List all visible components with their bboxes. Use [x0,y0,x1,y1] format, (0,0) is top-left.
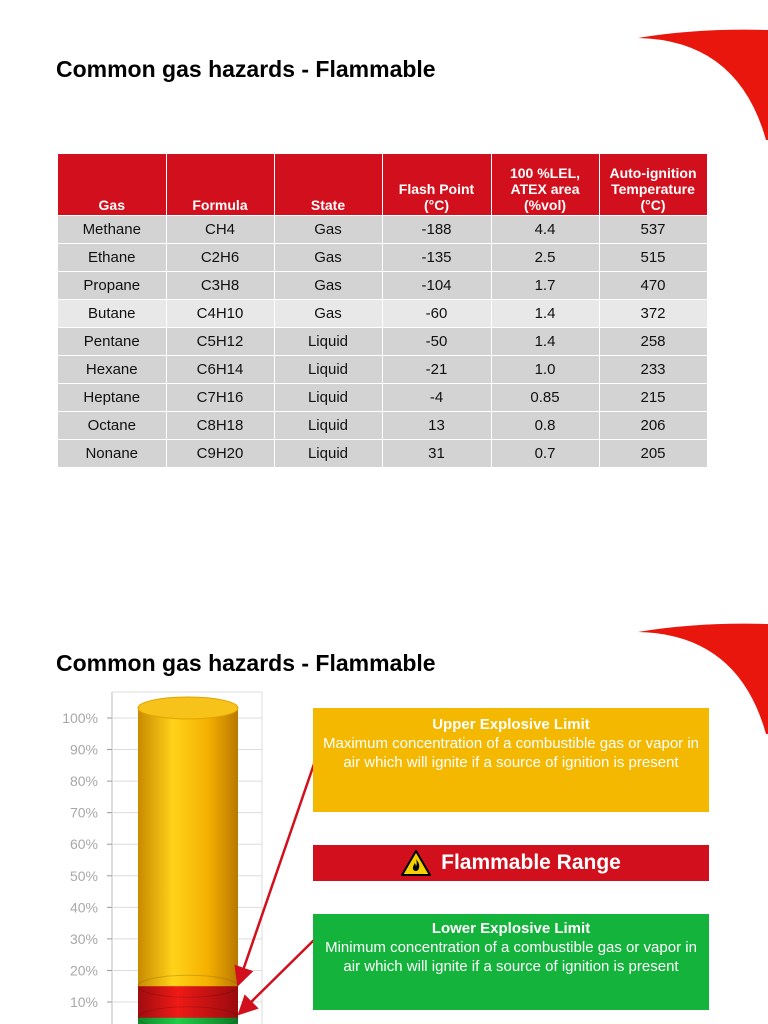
y-tick-label: 60% [69,836,98,853]
swoosh-decoration [618,30,768,140]
header-line: 100 %LEL, [509,165,581,181]
y-tick-label: 50% [69,867,98,884]
table-cell: Heptane [58,384,166,412]
table-body [58,216,707,468]
flammable-range-box [313,845,709,881]
table-cell: 0.7 [491,440,599,468]
table-row [58,300,707,328]
table-cell: Methane [58,216,166,244]
cylinder-segment-upper-explosive-limit [138,708,238,997]
table-cell: -60 [382,300,491,328]
table-cell: CH4 [166,216,274,244]
table-row [58,356,707,384]
table-cell: C8H18 [166,412,274,440]
table-cell: Hexane [58,356,166,384]
table-header-cell [274,154,382,216]
header-line: Auto-ignition [609,165,697,181]
y-tick-label: 90% [69,741,98,758]
table-cell: 233 [599,356,707,384]
table-row [58,216,707,244]
y-tick-label: 30% [69,930,98,947]
table-cell: Nonane [58,440,166,468]
page-title: Common gas hazards - Flammable [56,56,436,82]
cylinder-segment-lower-explosive-limit [138,1018,238,1024]
table-header-cell [491,154,599,216]
table-row [58,244,707,272]
y-tick-label: 80% [69,773,98,790]
table-header-cell [166,154,274,216]
table-cell: -104 [382,272,491,300]
header-line: ATEX area [510,181,580,197]
table-cell: 31 [382,440,491,468]
cylinder-top-cap [138,697,238,719]
upper-explosive-limit-box [313,708,709,812]
flame-warning-icon [401,850,431,876]
table-cell: -50 [382,328,491,356]
table-cell: C5H12 [166,328,274,356]
table-cell: 205 [599,440,707,468]
table-row [58,384,707,412]
table-cell: 372 [599,300,707,328]
table-cell: Gas [274,244,382,272]
y-tick-label: 70% [69,804,98,821]
table-cell: -188 [382,216,491,244]
table-cell: Gas [274,272,382,300]
table-cell: Liquid [274,356,382,384]
table-cell: -21 [382,356,491,384]
table-cell: Gas [274,216,382,244]
table-cell: Liquid [274,384,382,412]
y-tick-label: 100% [62,710,98,726]
table-row [58,412,707,440]
table-cell: 1.4 [491,328,599,356]
table-cell: Pentane [58,328,166,356]
page-title: Common gas hazards - Flammable [56,650,436,676]
table-cell: C3H8 [166,272,274,300]
lower-limit-text: Minimum concentration of a combustible gas or vapor in air which will ignite if a source of ignition is present [325,939,697,975]
header-line: Formula [192,197,248,213]
header-line: Flash Point [398,181,475,197]
table-cell: Octane [58,412,166,440]
table-cell: 470 [599,272,707,300]
table-cell: Butane [58,300,166,328]
table-cell: 258 [599,328,707,356]
slide-flammable-range [0,512,768,1024]
table-cell: 206 [599,412,707,440]
table-cell: 4.4 [491,216,599,244]
table-row [58,272,707,300]
table-cell: 1.0 [491,356,599,384]
table-cell: Liquid [274,440,382,468]
header-line: (°C) [640,197,666,213]
table-header-cell [382,154,491,216]
header-line: State [310,197,346,213]
table-cell: -135 [382,244,491,272]
table-header-cell [599,154,707,216]
table-cell: 0.85 [491,384,599,412]
table-row [58,328,707,356]
upper-limit-title: Upper Explosive Limit [432,716,590,733]
y-tick-label: 10% [69,994,98,1010]
explosive-limit-cylinder-chart [0,512,300,1024]
y-tick-label: 40% [69,899,98,916]
flammable-range-label: Flammable Range [441,851,621,874]
lower-limit-title: Lower Explosive Limit [431,920,591,937]
lower-explosive-limit-box [313,914,709,1010]
table-header-cell [58,154,166,216]
table-cell: C9H20 [166,440,274,468]
table-cell: 13 [382,412,491,440]
table-cell: Gas [274,300,382,328]
table-cell: C7H16 [166,384,274,412]
table-cell: C6H14 [166,356,274,384]
header-line: Gas [98,197,125,213]
table-cell: 1.7 [491,272,599,300]
header-line: (°C) [423,197,450,213]
table-cell: Liquid [274,328,382,356]
table-cell: 1.4 [491,300,599,328]
gas-table [58,154,708,467]
table-header-row [58,154,707,216]
table-cell: 215 [599,384,707,412]
table-row [58,440,707,468]
table-cell: -4 [382,384,491,412]
table-cell: 515 [599,244,707,272]
table-cell: 537 [599,216,707,244]
header-line: (%vol) [524,197,566,213]
header-line: Temperature [611,181,695,197]
table-cell: Ethane [58,244,166,272]
table-cell: C2H6 [166,244,274,272]
table-cell: C4H10 [166,300,274,328]
table-cell: 0.8 [491,412,599,440]
upper-limit-text: Maximum concentration of a combustible gas or vapor in air which will ignite if a source of ignition is present [323,735,700,771]
y-tick-label: 20% [69,962,98,979]
table-cell: 2.5 [491,244,599,272]
table-cell: Propane [58,272,166,300]
table-cell: Liquid [274,412,382,440]
